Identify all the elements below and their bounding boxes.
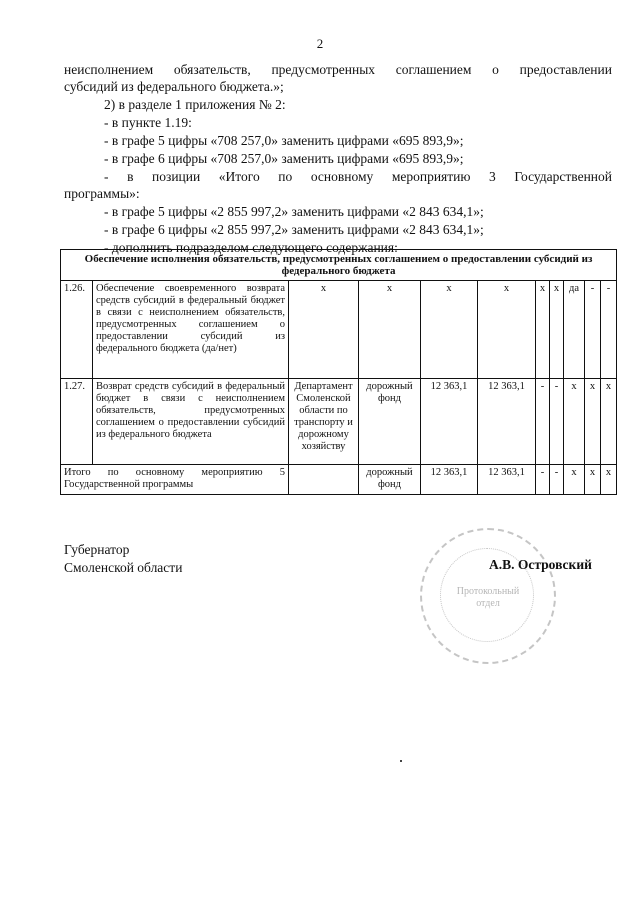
body-text-line: - в графе 6 цифры «708 257,0» заменить цифрами «695 893,9»;	[104, 151, 464, 166]
cell: х	[601, 379, 617, 465]
body-text-line: программы»:	[64, 186, 140, 201]
cell: Департамент Смоленской области по транспорту и дорожному хозяйству	[289, 379, 359, 465]
cell: -	[585, 281, 601, 379]
cell: х	[421, 281, 478, 379]
cell: х	[585, 379, 601, 465]
body-text-line: - в позиции «Итого по основному мероприятию 3 Государственной	[104, 169, 612, 184]
cell	[289, 465, 359, 495]
cell: х	[550, 281, 564, 379]
body-text-line: - в пункте 1.19:	[104, 115, 192, 130]
signatory-title-line: Губернатор	[64, 542, 130, 557]
cell: х	[564, 465, 585, 495]
row-number: 1.26.	[61, 281, 93, 379]
stamp-seal	[420, 528, 556, 664]
table-total-row	[61, 465, 617, 495]
cell: х	[289, 281, 359, 379]
row-name: Возврат средств субсидий в федеральный бюджет в связи с неисполнением обязательств, предусмотренных соглашением о предоставлении субсидий из федерального бюджета	[93, 379, 289, 465]
table-row	[61, 379, 617, 465]
body-text-line: 2) в разделе 1 приложения № 2:	[104, 97, 286, 112]
cell: 12 363,1	[478, 379, 536, 465]
cell: х	[585, 465, 601, 495]
cell: дорожный фонд	[359, 379, 421, 465]
body-text-line: - в графе 6 цифры «2 855 997,2» заменить цифрами «2 843 634,1»;	[104, 222, 484, 237]
signatory-title	[64, 541, 182, 577]
signatory-name: А.В. Островский	[489, 557, 592, 572]
cell: 12 363,1	[478, 465, 536, 495]
stamp-text-line: отдел	[476, 598, 500, 609]
signatory-title-line: Смоленской области	[64, 560, 183, 575]
cell: -	[601, 281, 617, 379]
cell: -	[536, 465, 550, 495]
body-text-line: неисполнением обязательств, предусмотренных соглашением о предоставлении	[64, 62, 612, 77]
table-row	[61, 281, 617, 379]
cell: 12 363,1	[421, 379, 478, 465]
cell: -	[536, 379, 550, 465]
body-text-line: - дополнить подразделом следующего содержания:	[104, 240, 398, 255]
cell: 12 363,1	[421, 465, 478, 495]
cell: х	[564, 379, 585, 465]
cell: х	[536, 281, 550, 379]
body-text-line: - в графе 5 цифры «708 257,0» заменить цифрами «695 893,9»;	[104, 133, 464, 148]
cell: -	[550, 379, 564, 465]
table-header-row	[61, 250, 617, 281]
cell: х	[601, 465, 617, 495]
cell: х	[359, 281, 421, 379]
row-name: Обеспечение своевременного возврата средств субсидий в федеральный бюджет в связи с неисполнением обязательств, предусмотренных соглашением о предоставлении субсидий из федерального бюджета (да/нет)	[93, 281, 289, 379]
cell: -	[550, 465, 564, 495]
body-text-line: - в графе 5 цифры «2 855 997,2» заменить цифрами «2 843 634,1»;	[104, 204, 484, 219]
table-header: Обеспечение исполнения обязательств, предусмотренных соглашением о предоставлении субсидий из федерального бюджета	[61, 250, 617, 281]
stamp-text-line: Протокольный	[456, 586, 520, 597]
body-text-line: субсидий из федерального бюджета.»;	[64, 79, 284, 94]
subsection-table	[60, 249, 617, 495]
row-number: 1.27.	[61, 379, 93, 465]
scan-speck	[400, 760, 402, 762]
total-label: Итого по основному мероприятию 5 Государственной программы	[61, 465, 289, 495]
cell: да	[564, 281, 585, 379]
cell: х	[478, 281, 536, 379]
page-number: 2	[316, 36, 324, 51]
cell: дорожный фонд	[359, 465, 421, 495]
stamp-text	[422, 586, 554, 610]
